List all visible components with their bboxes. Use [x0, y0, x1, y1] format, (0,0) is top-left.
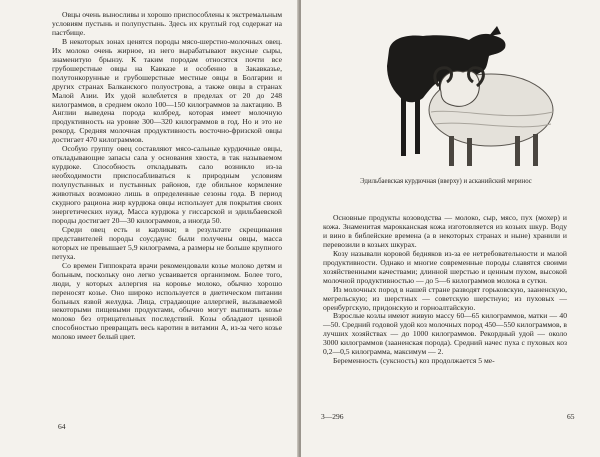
page-number: 64 [58, 422, 66, 431]
paragraph: В некоторых зонах ценятся породы мясо-шерстно-молочных овец. Их молоко очень жирное, из него вырабатывают вкусные сыры, знаменитую брынзу. К таким породам относятся почти все грубошерстные овцы на Кавказе и особенно в Закавказье, полутонкорунные и грубошерстные местные овцы в Болгарии и других странах Балканского полуострова, а также овцы в странах Малой Азии. Их удой колеблется в пределах от 20 до 248 килограммов, в среднем около 100—150 килограммов за лактацию. В Англии выведена порода колбред, которая имеет молочную продуктивность на уровне 300—320 килограммов в год. Но и это не рекорд. Средняя молочная продуктивность восточно-фризской овцы достигает 470 килограммов. [52, 36, 282, 145]
paragraph: Козу называли коровой бедняков из-за ее нетребовательности и малой продуктивности. Однако и многие современные породы славятся своими хозяйственными качествами; длинной шерстью и ценным пухом, высокой молочной продуктивностью — до 5—6 килограммов молока в сутки. [323, 248, 567, 285]
left-page [0, 0, 299, 457]
paragraph: Овцы очень выносливы и хорошо приспособлены к экстремальным условиям пустынь и полупустынь. Здесь их круглый год содержат на пастбище. [52, 10, 282, 37]
right-page-text [323, 214, 567, 366]
sheep-illustration [319, 12, 571, 172]
paragraph: Из молочных пород в нашей стране разводят горьковскую, зааненскую, мегрельскую; из шерстных — советскую шерстную; из пуховых — оренбургскую, придонскую и горноалтайскую. [323, 284, 567, 312]
paragraph: Среди овец есть и карлики; в результате скрещивания представителей породы соусдаунс были получены овцы, масса которых не превышает 5,9 килограмма, а размеры не больше крупного петуха. [52, 224, 282, 261]
right-page [301, 0, 600, 457]
signature-mark: 3—296 [321, 412, 344, 421]
paragraph: Основные продукты козоводства — молоко, сыр, мясо, пух (мохер) и кожа. Знаменитая марокканская кожа изготовляется из козьих шкур. Воду и вино в библейские времена (а в некоторых странах и ныне) хранили и перевозили в козьих шкурах. [323, 213, 567, 249]
askanian-merino-drawing [429, 68, 553, 166]
paragraph: Беременность (суксность) коз продолжается 5 ме- [333, 356, 495, 366]
figure-caption: Эдильбаевская курдючная (вверху) и асканийский меринос [360, 178, 532, 185]
page-number: 65 [567, 412, 575, 421]
left-page-text [52, 11, 282, 342]
paragraph: Взрослые козлы имеют живую массу 60—65 килограммов, матки — 40—50. Средний годовой удой коз молочных пород 450—550 килограммов, в лучших хозяйствах — до 1000 килограммов. Рекордный удой — около 3000 килограммов (зааненская порода). Средний начес пуха с пуховых коз 0,2—0,5 килограмма, максимум — 2. [323, 311, 567, 357]
paragraph: Со времен Гиппократа врачи рекомендовали козье молоко детям и больным, поскольку оно легко усваивается организмом. Более того, люди, у которых аллергия на коровье молоко, обычно хорошо переносят козье. Оно широко используется в диетическом питании больных язвой желудка. Лица, страдающие аллергией, вызываемой некоторыми пищевыми продуктами, обычно могут выпивать козье молоко без отрицательных последствий. Козы обладают ценной способностью превращать весь каротин в витамин А, из-за чего козье молоко имеет белый цвет. [52, 260, 282, 342]
paragraph: Особую группу овец составляют мясо-сальные курдючные овцы, откладывающие запасы сала у основания хвоста, в так называемом курдюке. Способность откладывать сало возникло из-за необходимости приспосабливаться к природным условиям полупустынных и пустынных районов, где обильное кормление животных возможно лишь в определенные сезоны года. В период скудного рациона жир курдюка овцы использует для покрытия своих энергетических нужд. Масса курдюка у гиссарской и эдильбаевской породы достигает 20—30 килограммов, а иногда 50. [52, 144, 282, 225]
